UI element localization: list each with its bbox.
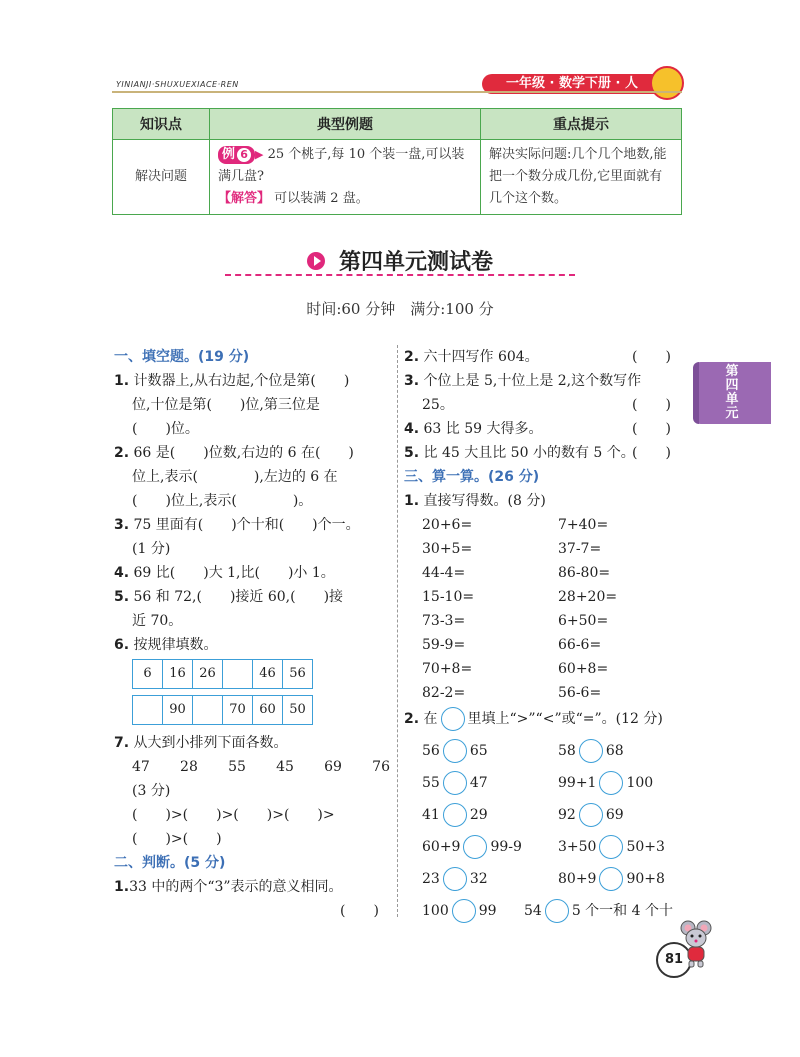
example-badge: 例 6: [218, 146, 255, 164]
compare-right-column: [524, 735, 673, 927]
compare-circle[interactable]: [443, 803, 467, 827]
calc-item[interactable]: 7+40=: [558, 517, 609, 533]
sequence-cell: 56: [289, 666, 306, 681]
sequence-cell: 26: [193, 660, 223, 688]
calc-item[interactable]: 56-6=: [558, 685, 602, 701]
j4-text: 63 比 59 大得多。: [423, 421, 543, 437]
compare-circle[interactable]: [599, 867, 623, 891]
sequence-box-1: [132, 659, 313, 689]
j4-answer-paren[interactable]: ( ): [632, 421, 671, 437]
q1-line1: 计数器上,从右边起,个位是第( ): [133, 373, 350, 389]
calc-item[interactable]: 20+6=: [422, 517, 473, 533]
example-arrow-icon: ▶: [255, 148, 264, 161]
compare-item: 99+1 100: [558, 767, 673, 799]
q2-number: 2.: [114, 445, 130, 461]
calc-item[interactable]: 86-80=: [558, 565, 611, 581]
sequence-cell: 50: [289, 702, 306, 717]
j4-number: 4.: [404, 421, 420, 437]
sequence-cell: 60: [253, 696, 283, 724]
compare-item: 56 65: [422, 735, 522, 767]
calc-item[interactable]: 82-2=: [422, 685, 466, 701]
q7-number-item: 47: [132, 759, 150, 775]
q7-line1: 从大到小排列下面各数。: [133, 735, 288, 751]
unit-side-tab: [693, 362, 771, 424]
sequence-cell: 16: [163, 660, 193, 688]
calc-item[interactable]: 28+20=: [558, 589, 618, 605]
compare-circle[interactable]: [545, 899, 569, 923]
q7-points: (3 分): [132, 783, 171, 799]
calc-item[interactable]: 66-6=: [558, 637, 602, 653]
compare-circle[interactable]: [443, 867, 467, 891]
header-grade-badge: 一年级 · 数学下册 · 人: [482, 74, 662, 94]
title-dashed-underline: [225, 274, 575, 276]
right-column: [404, 345, 684, 917]
compare-circle[interactable]: [443, 771, 467, 795]
q5-number: 5.: [114, 589, 130, 605]
compare-item: 3+50 50+3: [558, 831, 673, 863]
j3-answer-paren[interactable]: ( ): [632, 397, 671, 413]
sequence-cell: 70: [223, 696, 253, 724]
time-info: 时间:60 分钟 满分:100 分: [306, 300, 494, 318]
j5-number: 5.: [404, 445, 420, 461]
column-divider: [397, 345, 398, 917]
section-2-points: (5 分): [184, 855, 226, 871]
calc-item[interactable]: 60+8=: [558, 661, 609, 677]
q4-number: 4.: [114, 565, 130, 581]
c2-number: 2.: [404, 711, 420, 727]
answer-text: 可以装满 2 盘。: [274, 191, 369, 206]
q1-line2: 位,十位是第( )位,第三位是: [132, 397, 320, 413]
q7-numbers: [132, 755, 390, 779]
mouse-mascot-icon: [678, 920, 714, 970]
sequence-cell-blank[interactable]: [133, 696, 163, 724]
c2-text-post: 里填上“>”“<”或“=”。(12 分): [467, 711, 663, 727]
q2-line3: ( )位上,表示( )。: [132, 493, 313, 509]
q6-line1: 按规律填数。: [133, 637, 218, 653]
calc-item[interactable]: 30+5=: [422, 541, 473, 557]
compare-item: 60+9 99-9: [422, 831, 522, 863]
c1-text: 直接写得数。(8 分): [423, 493, 546, 509]
compare-item: 23 32: [422, 863, 522, 895]
calc-item[interactable]: 59-9=: [422, 637, 466, 653]
q3-line1: 75 里面有( )个十和( )个一。: [133, 517, 360, 533]
q3-points: (1 分): [132, 541, 171, 557]
q7-number-item: 55: [228, 759, 246, 775]
compare-item: 55 47: [422, 767, 522, 799]
section-2-title: 二、判断。: [114, 855, 184, 871]
calc-item[interactable]: 70+8=: [422, 661, 473, 677]
compare-circle[interactable]: [452, 899, 476, 923]
j2-answer-paren[interactable]: ( ): [632, 349, 671, 365]
compare-circle[interactable]: [579, 803, 603, 827]
side-tab-label: 第四单元: [725, 364, 739, 421]
compare-circle-icon: [441, 707, 465, 731]
header-divider: [112, 91, 682, 93]
calc-item[interactable]: 15-10=: [422, 589, 475, 605]
q7-answer-line2[interactable]: ( )>( ): [132, 831, 222, 847]
j2-number: 2.: [404, 349, 420, 365]
compare-item: 41 29: [422, 799, 522, 831]
play-icon: [307, 252, 325, 270]
page-title: 第四单元测试卷: [0, 245, 800, 276]
publisher-logo-icon: [650, 66, 684, 100]
j2-text: 六十四写作 604。: [423, 349, 539, 365]
compare-item: 58 68: [558, 735, 673, 767]
answer-label: 【解答】: [218, 191, 271, 206]
q4-line1: 69 比( )大 1,比( )小 1。: [133, 565, 335, 581]
calc-left-column: [422, 513, 474, 705]
compare-circle[interactable]: [599, 835, 623, 859]
compare-item: 54 5 个一和 4 个十: [524, 895, 673, 927]
sequence-box-2: [132, 695, 313, 725]
sequence-cell: 90: [163, 696, 193, 724]
q5-line1: 56 和 72,( )接近 60,( )接: [133, 589, 344, 605]
table-header-tip: 重点提示: [481, 109, 682, 140]
table-cell-tip: 解决实际问题:几个几个地数,能把一个数分成几份,它里面就有几个这个数。: [481, 140, 682, 215]
example-text: 25 个桃子,每 10 个装一盘,可以装满几盘?: [218, 147, 465, 184]
j3-text-line2: 25。: [422, 397, 454, 413]
q7-number: 7.: [114, 735, 130, 751]
sequence-cell-blank[interactable]: [223, 660, 253, 688]
compare-item: 100 99: [422, 895, 522, 927]
compare-left-column: [422, 735, 522, 927]
sequence-cell-blank[interactable]: [193, 696, 223, 724]
calc-right-column: [558, 513, 617, 705]
q2-line1: 66 是( )位数,右边的 6 在( ): [133, 445, 354, 461]
calc-item[interactable]: 6+50=: [558, 613, 609, 629]
q2-line2: 位上,表示( ),左边的 6 在: [132, 469, 338, 485]
compare-circle[interactable]: [463, 835, 487, 859]
section-3-title: 三、算一算。: [404, 469, 488, 485]
section-1-title: 一、填空题。: [114, 349, 198, 365]
table-header-point: 知识点: [113, 109, 210, 140]
compare-item: 92 69: [558, 799, 673, 831]
calc-item[interactable]: 44-4=: [422, 565, 466, 581]
j1-number: 1.: [114, 879, 130, 895]
q1-number: 1.: [114, 373, 130, 389]
j5-answer-paren[interactable]: ( ): [632, 445, 671, 461]
q1-line3: ( )位。: [132, 421, 199, 437]
compare-circle[interactable]: [443, 739, 467, 763]
j1-text: 33 中的两个“3”表示的意义相同。: [129, 879, 343, 895]
left-column: [114, 345, 392, 917]
sequence-cell: 6: [133, 660, 163, 688]
page-number: 81: [656, 942, 692, 978]
table-cell-point: 解决问题: [113, 140, 210, 215]
j1-answer-paren[interactable]: ( ): [340, 903, 379, 919]
j3-text: 个位上是 5,十位上是 2,这个数写作: [423, 373, 642, 389]
q7-answer-line1[interactable]: ( )>( )>( )>( )>: [132, 807, 335, 823]
q3-number: 3.: [114, 517, 130, 533]
q6-number: 6.: [114, 637, 130, 653]
table-header-example: 典型例题: [210, 109, 481, 140]
calc-item[interactable]: 37-7=: [558, 541, 602, 557]
compare-circle[interactable]: [599, 771, 623, 795]
q5-line2: 近 70。: [132, 613, 183, 629]
c2-text-pre: 在: [423, 711, 438, 727]
q7-number-item: 45: [276, 759, 294, 775]
calc-item[interactable]: 73-3=: [422, 613, 466, 629]
table-cell-example: [210, 140, 481, 215]
sequence-cell: 46: [253, 660, 283, 688]
q7-number-item: 28: [180, 759, 198, 775]
compare-circle[interactable]: [579, 739, 603, 763]
compare-item: 80+9 90+8: [558, 863, 673, 895]
side-tab-accent: [693, 362, 699, 424]
section-3-points: (26 分): [488, 469, 540, 485]
q7-number-item: 69: [324, 759, 342, 775]
j3-number: 3.: [404, 373, 420, 389]
c1-number: 1.: [404, 493, 420, 509]
header-series-text: YINIANJI·SHUXUEXIACE·REN: [116, 80, 239, 89]
j5-text: 比 45 大且比 50 小的数有 5 个。: [423, 445, 635, 461]
section-1-points: (19 分): [198, 349, 250, 365]
knowledge-table: [112, 108, 682, 215]
q7-number-item: 76: [372, 759, 390, 775]
